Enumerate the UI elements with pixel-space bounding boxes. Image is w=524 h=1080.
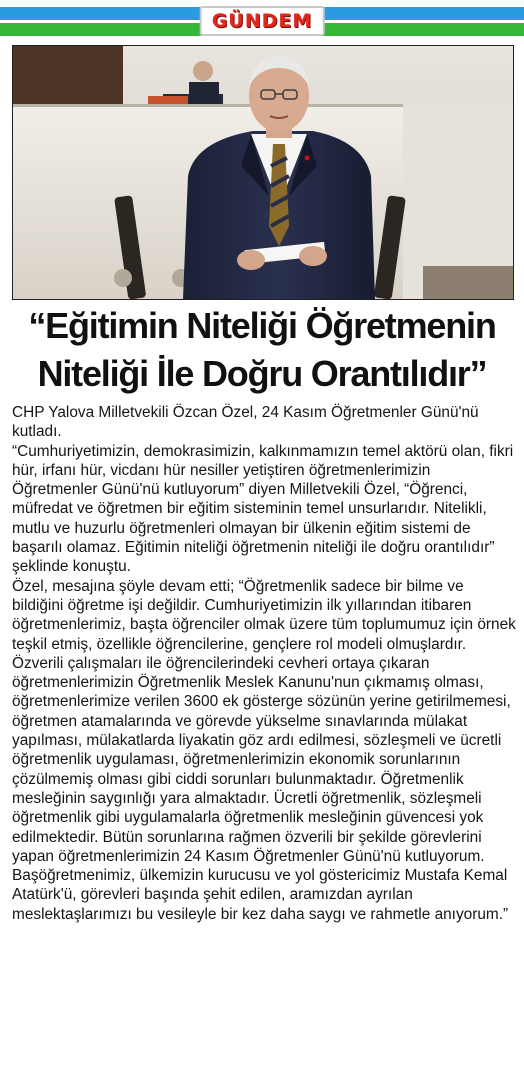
article-headline	[10, 302, 514, 398]
speaker-photo	[12, 45, 514, 300]
article-body	[12, 403, 516, 924]
section-header	[0, 0, 524, 40]
paragraph-1: CHP Yalova Milletvekili Özcan Özel, 24 Kasım Öğretmenler Günü'nü kutladı.	[12, 404, 479, 441]
section-label: GÜNDEM	[200, 6, 325, 36]
headline-line-2: Niteliği İle Doğru Orantılıdır”	[37, 353, 487, 394]
paragraph-2: “Cumhuriyetimizin, demokrasimizin, kalkınmamızın temel aktörü olan, fikri hür, irfanı hür, vicdanı hür nesiller yetiştiren öğretmenlerimizin Öğretmenler Günü'nü kutluyorum” diyen Milletvekili Özel, “Öğrenci, müfredat ve öğretmen bir eğitim sisteminin temel unsurlarıdır. Nitelikli, mutlu ve huzurlu öğretmenleri olmayan bir ülkenin eğitim sistemi de başarılı olamaz. Eğitimin niteliği öğretmenin niteliği ile doğru orantılıdır” şeklinde konuştu.	[12, 442, 514, 576]
paragraph-3: Özel, mesajına şöyle devam etti; “Öğretmenlik sadece bir bilme ve bildiğini öğretme işi değildir. Cumhuriyetimizin ilk yıllarından itibaren öğretmenlerimiz, başta öğrenciler olmak üzere tüm toplumumuz için örnek teşkil etmiş, özellikle öğrencilerine, gençlere rol modeli olmuşlardır. Özverili çalışmaları ile öğrencilerindeki cevheri ortaya çıkaran öğretmenlerimizin Öğretmenlik Meslek Kanunu'nun çıkmamış olması, öğretmenlerimize verilen 3600 ek gösterge sözünün yerine getirilmemesi, öğretmen atamalarında ve görevde yükselme sınavlarında mülakat yapılması, mülakatlarda liyakatin göz ardı edilmesi, sözleşmeli ve ücretli öğretmenlik uygulaması, öğretmenlerimizin ekonomik sorunlarının çözülmemiş olması gibi ciddi sorunları bulunmaktadır. Öğretmenlik mesleğinin saygınlığı yara almaktadır. Ücretli öğretmenlik, sözleşmeli öğretmenlik gibi uygulamalarla öğretmenlik mesleğinin güvencesi yok edilmektedir. Bütün sorunlarına rağmen özverili bir şekilde görevlerini yapan öğretmenlerimizin 24 Kasım Öğretmenler Günü'nü kutluyorum.	[12, 577, 516, 865]
paragraph-4: Başöğretmenimiz, ülkemizin kurucusu ve yol göstericimiz Mustafa Kemal Atatürk'ü, görevleri başında şehit edilen, aramızdan ayrılan meslektaşlarımızı bu vesileyle bir kez daha saygı ve rahmetle anıyorum.”	[12, 867, 509, 923]
headline-line-1: “Eğitimin Niteliği Öğretmenin	[28, 305, 496, 346]
